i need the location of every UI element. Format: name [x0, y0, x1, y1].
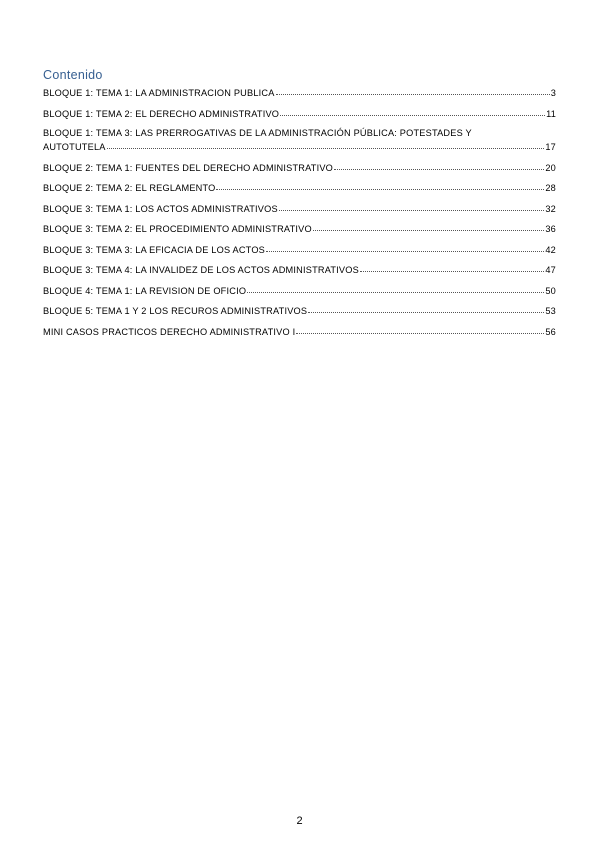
- toc-entry-page: 28: [545, 183, 556, 193]
- toc-line: [43, 304, 556, 318]
- toc-line: [43, 181, 556, 195]
- toc-entry[interactable]: [43, 107, 556, 121]
- toc-entry-page: 42: [545, 244, 556, 255]
- toc-entry-title-line1: BLOQUE 1: TEMA 3: LAS PRERROGATIVAS DE LA ADMINISTRACIÓN PÚBLICA: POTESTADES Y: [43, 128, 472, 138]
- toc-heading: Contenido: [43, 68, 103, 82]
- toc-entry-page: 32: [545, 203, 556, 214]
- toc-entry[interactable]: [43, 161, 556, 175]
- toc-entry-title: BLOQUE 1: TEMA 1: LA ADMINISTRACION PUBLICA: [43, 88, 275, 98]
- toc-entry[interactable]: [43, 284, 556, 298]
- dot-leader: [107, 139, 545, 149]
- dot-leader: [308, 303, 544, 313]
- toc-entry-title: BLOQUE 2: TEMA 2: EL REGLAMENTO: [43, 183, 216, 193]
- toc-line: [43, 284, 556, 298]
- toc-entry[interactable]: [43, 181, 556, 195]
- toc-entry-title: MINI CASOS PRACTICOS DERECHO ADMINISTRATIVO I: [43, 326, 296, 337]
- dot-leader: [247, 283, 544, 293]
- toc-list: [43, 86, 556, 345]
- toc-entry-title-line2: AUTOTUTELA: [43, 142, 106, 152]
- toc-line: [43, 222, 556, 236]
- toc-entry-page: 53: [545, 306, 556, 316]
- toc-entry[interactable]: [43, 86, 556, 100]
- toc-entry[interactable]: [43, 202, 556, 216]
- toc-entry-title: BLOQUE 4: TEMA 1: LA REVISION DE OFICIO: [43, 285, 247, 296]
- toc-entry[interactable]: [43, 127, 556, 154]
- toc-entry[interactable]: [43, 304, 556, 318]
- toc-entry-title: BLOQUE 1: TEMA 2: EL DERECHO ADMINISTRATIVO: [43, 108, 280, 119]
- dot-leader: [280, 106, 545, 116]
- toc-line: [43, 107, 556, 121]
- toc-entry-page: 17: [545, 142, 556, 152]
- toc-entry-title: BLOQUE 3: TEMA 2: EL PROCEDIMIENTO ADMINISTRATIVO: [43, 224, 312, 234]
- toc-entry-page: 36: [545, 224, 556, 234]
- page-number: 2: [296, 815, 303, 827]
- toc-entry-title: BLOQUE 3: TEMA 4: LA INVALIDEZ DE LOS ACTOS ADMINISTRATIVOS: [43, 265, 359, 275]
- toc-entry-title: BLOQUE 2: TEMA 1: FUENTES DEL DERECHO ADMINISTRATIVO: [43, 162, 333, 173]
- dot-leader: [216, 180, 544, 190]
- toc-line: [43, 202, 556, 216]
- dot-leader: [279, 201, 545, 211]
- dot-leader: [334, 160, 544, 170]
- toc-entry-page: 11: [546, 108, 556, 119]
- toc-entry[interactable]: [43, 222, 556, 236]
- toc-line: [43, 243, 556, 257]
- toc-line: [43, 86, 556, 100]
- dot-leader: [313, 221, 545, 231]
- toc-line: [43, 325, 556, 339]
- toc-entry-page: 3: [550, 88, 556, 98]
- toc-entry-page: 47: [545, 265, 556, 275]
- toc-entry[interactable]: [43, 263, 556, 277]
- toc-entry-page: 20: [545, 162, 556, 173]
- toc-entry-page: 56: [545, 326, 556, 337]
- dot-leader: [266, 242, 544, 252]
- dot-leader: [296, 324, 544, 334]
- toc-entry-page: 50: [545, 285, 556, 296]
- dot-leader: [360, 262, 544, 272]
- toc-entry[interactable]: [43, 243, 556, 257]
- toc-line: [43, 161, 556, 175]
- toc-entry-title: BLOQUE 5: TEMA 1 Y 2 LOS RECUROS ADMINISTRATIVOS: [43, 306, 308, 316]
- toc-entry[interactable]: [43, 325, 556, 339]
- toc-entry-title: BLOQUE 3: TEMA 3: LA EFICACIA DE LOS ACTOS: [43, 244, 266, 255]
- toc-line: [43, 140, 556, 154]
- dot-leader: [276, 85, 550, 95]
- toc-line: [43, 263, 556, 277]
- toc-entry-title: BLOQUE 3: TEMA 1: LOS ACTOS ADMINISTRATIVOS: [43, 203, 278, 214]
